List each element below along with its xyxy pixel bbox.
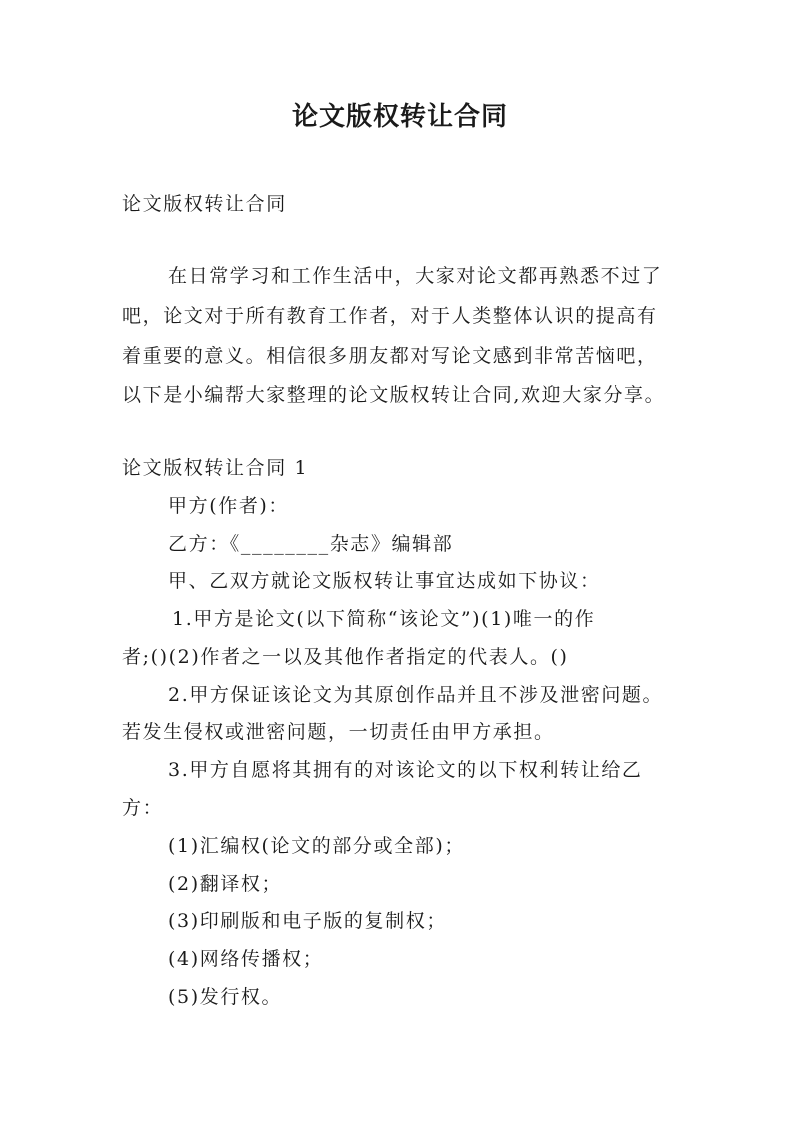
intro-line-3: 着重要的意义。相信很多朋友都对写论文感到非常苦恼吧， bbox=[122, 345, 658, 367]
right-item-5: (5)发行权。 bbox=[168, 986, 283, 1008]
clause-3-line-2: 方： bbox=[122, 797, 164, 819]
clause-1-line-1: 1.甲方是论文(以下简称“该论文”)(1)唯一的作 bbox=[172, 608, 596, 630]
party-b-line: 乙方：《________杂志》编辑部 bbox=[168, 533, 454, 555]
party-a-line: 甲方(作者)： bbox=[168, 495, 290, 517]
clause-3-line-1: 3.甲方自愿将其拥有的对该论文的以下权利转让给乙 bbox=[168, 759, 643, 781]
intro-line-2: 吧，论文对于所有教育工作者，对于人类整体认识的提高有 bbox=[122, 305, 658, 327]
agreement-intro: 甲、乙双方就论文版权转让事宜达成如下协议： bbox=[168, 570, 601, 592]
clause-2-line-1: 2.甲方保证该论文为其原创作品并且不涉及泄密问题。 bbox=[168, 684, 664, 706]
right-item-4: (4)网络传播权； bbox=[168, 948, 324, 970]
document-subtitle: 论文版权转让合同 bbox=[122, 193, 287, 215]
right-item-3: (3)印刷版和电子版的复制权； bbox=[168, 910, 447, 932]
clause-1-line-2: 者;()(2)作者之一以及其他作者指定的代表人。() bbox=[122, 646, 569, 668]
right-item-2: (2)翻译权； bbox=[168, 873, 283, 895]
intro-line-1: 在日常学习和工作生活中，大家对论文都再熟悉不过了 bbox=[168, 265, 663, 287]
right-item-1: (1)汇编权(论文的部分或全部)； bbox=[168, 835, 465, 857]
clause-2-line-2: 若发生侵权或泄密问题，一切责任由甲方承担。 bbox=[122, 721, 555, 743]
section-heading: 论文版权转让合同 1 bbox=[122, 457, 309, 479]
intro-line-4: 以下是小编帮大家整理的论文版权转让合同,欢迎大家分享。 bbox=[122, 384, 666, 406]
document-title: 论文版权转让合同 bbox=[291, 102, 508, 132]
